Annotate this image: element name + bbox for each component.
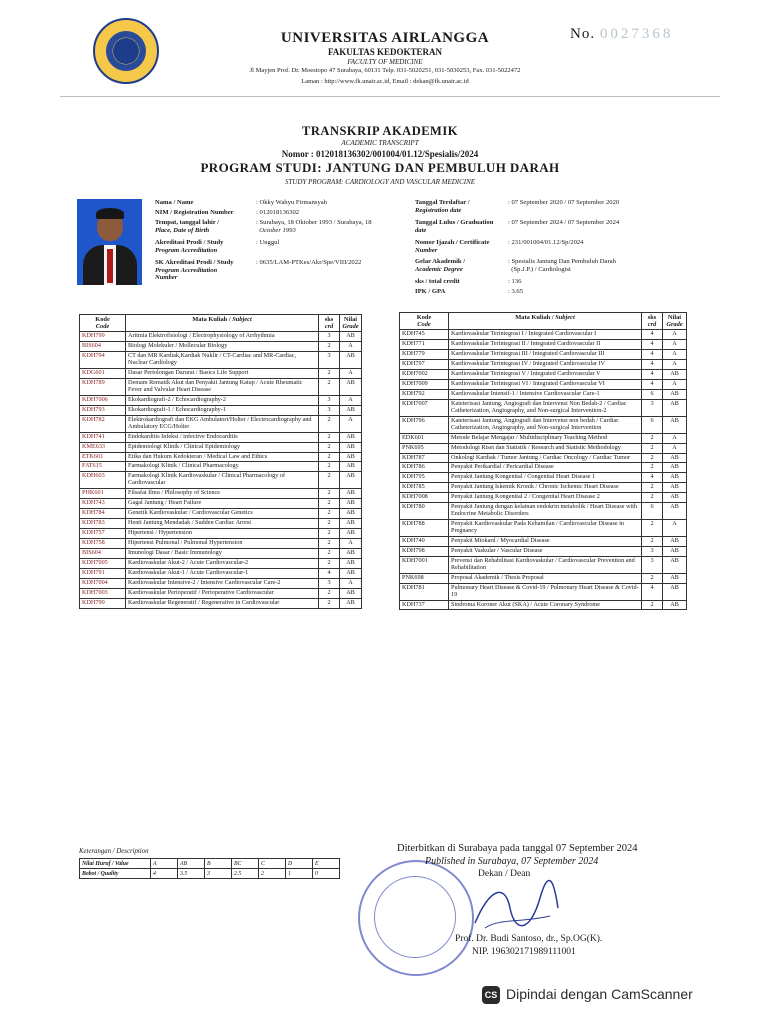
course-subject: Aritmia Elektrofisiologi / Electrophysiology of Arrhythmia: [126, 332, 319, 342]
university-name: UNIVERSITAS AIRLANGGA: [280, 30, 490, 46]
course-sks: 2: [642, 463, 663, 473]
legend-cell: 3: [205, 869, 232, 879]
doc-title-en: ACADEMIC TRANSCRIPT: [341, 139, 419, 147]
course-sks: 2: [319, 538, 340, 548]
course-code: KDH791: [80, 568, 126, 578]
table-row: [80, 598, 362, 608]
course-subject: Pulmonary Heart Disease & Covid-19 / Pulmonary Heart Disease & Covid-19: [449, 583, 642, 600]
table-row: [80, 379, 362, 396]
course-subject: Penyakit Perikardial / Pericardial Disease: [449, 463, 642, 473]
course-subject: Farmakologi Klinik / Clinical Pharmacology: [126, 462, 319, 472]
course-code: FAT615: [80, 462, 126, 472]
course-subject: Penyakit Jantung Kongenital / Congenital Heart Disease 1: [449, 473, 642, 483]
course-sks: 2: [642, 433, 663, 443]
legend-cell: A: [151, 859, 178, 869]
col-sks: sks crd: [642, 313, 663, 330]
legend-row-label: Nilai Huruf / Value: [80, 859, 151, 869]
course-sks: 6: [642, 503, 663, 520]
course-subject: Kardiovaskular Intensif-1 / Intensive Cardiovascular Care-1: [449, 389, 642, 399]
course-subject: Biologi Molekuler / Mollecular Biology: [126, 342, 319, 352]
course-code: KDH790: [80, 598, 126, 608]
course-subject: Metode Belajar Mengajar / Multidisciplinary Teaching Method: [449, 433, 642, 443]
course-subject: Kardiovaskular Akut-1 / Acute Cardiovascular-1: [126, 568, 319, 578]
course-subject: Penyakit Jantung Kongenital 2 / Congenital Heart Disease 2: [449, 493, 642, 503]
course-code: KDH771: [400, 340, 449, 350]
course-grade: AB: [663, 483, 687, 493]
table-row: [400, 473, 687, 483]
course-code: KDH786: [400, 463, 449, 473]
course-grade: AB: [663, 389, 687, 399]
table-row: [400, 453, 687, 463]
course-grade: AB: [663, 503, 687, 520]
course-subject: Kardiovaskular Terintegrasi I / Integrated Cardiovascular I: [449, 330, 642, 340]
course-sks: 2: [319, 462, 340, 472]
col-grade: Nilai Grade: [340, 315, 362, 332]
course-subject: Endokarditis Infeksi / infective Endocarditis: [126, 432, 319, 442]
camscanner-watermark: CS Dipindai dengan CamScanner: [482, 986, 693, 1004]
course-code: KDH7008: [400, 493, 449, 503]
course-grade: AB: [663, 546, 687, 556]
course-code: KDH7009: [400, 380, 449, 390]
course-grade: AB: [340, 405, 362, 415]
course-grade: AB: [340, 588, 362, 598]
course-grade: AB: [663, 573, 687, 583]
course-subject: Hipertensi Pulmonal / Pulmonal Hypertension: [126, 538, 319, 548]
table-row: [400, 416, 687, 433]
course-grade: AB: [663, 453, 687, 463]
course-grade: AB: [663, 600, 687, 610]
course-grade: A: [663, 380, 687, 390]
table-row: [400, 503, 687, 520]
course-subject: Demam Rematik Akut dan Penyakit Jantung Katup / Acute Rheumatic Fever and Valvular Heart Disease: [126, 379, 319, 396]
table-row: [400, 330, 687, 340]
legend-cell: B: [205, 859, 232, 869]
course-subject: Kardiovaskular Terintegrasi V / Integrated Cardiovascular V: [449, 370, 642, 380]
course-code: KDH789: [80, 379, 126, 396]
course-sks: 2: [642, 600, 663, 610]
table-row: [400, 389, 687, 399]
col-kode: Kode Code: [80, 315, 126, 332]
course-grade: A: [340, 395, 362, 405]
table-row: [80, 588, 362, 598]
course-table-left: [79, 314, 362, 609]
table-row: [400, 370, 687, 380]
table-row: [400, 520, 687, 537]
course-grade: AB: [340, 432, 362, 442]
col-grade: Nilai Grade: [663, 313, 687, 330]
table-row: [80, 578, 362, 588]
course-sks: 2: [642, 536, 663, 546]
course-sks: 2: [642, 520, 663, 537]
official-stamp: [358, 860, 474, 976]
table-row: [80, 415, 362, 432]
course-grade: A: [663, 443, 687, 453]
course-code: KDH799: [80, 332, 126, 342]
course-grade: AB: [340, 472, 362, 489]
course-subject: Kardiovaskular Akut-2 / Acute Cardiovascular-2: [126, 558, 319, 568]
course-sks: 4: [642, 340, 663, 350]
course-sks: 2: [319, 432, 340, 442]
legend-cell: 2.5: [232, 869, 259, 879]
course-grade: AB: [340, 489, 362, 499]
course-grade: AB: [340, 452, 362, 462]
course-subject: Kardiovaskular Terintegrasi VI / Integrated Cardiovascular VI: [449, 380, 642, 390]
course-code: KDH743: [80, 499, 126, 509]
table-row: [400, 573, 687, 583]
course-sks: 6: [642, 416, 663, 433]
course-grade: A: [663, 360, 687, 370]
course-sks: 3: [642, 556, 663, 573]
legend-cell: 0: [313, 869, 340, 879]
course-sks: 4: [642, 473, 663, 483]
course-subject: CT dan MR Kardiak,Kardiak Nuklir / CT-Cardiac and MR-Cardiac, Nuclear Cardiology: [126, 352, 319, 369]
course-sks: 4: [642, 583, 663, 600]
course-subject: Kardiovaskular Terintegrasi IV / Integrated Cardiovascular IV: [449, 360, 642, 370]
header-divider: [60, 96, 720, 97]
course-sks: 3: [642, 399, 663, 416]
course-code: ETK601: [80, 452, 126, 462]
table-row: [80, 499, 362, 509]
course-grade: A: [663, 340, 687, 350]
course-code: KDH603: [80, 472, 126, 489]
table-row: [80, 538, 362, 548]
course-code: PNK698: [400, 573, 449, 583]
course-code: PHK601: [80, 489, 126, 499]
table-row: [400, 546, 687, 556]
table-row: [80, 472, 362, 489]
course-code: KDH737: [400, 600, 449, 610]
course-grade: AB: [663, 583, 687, 600]
course-subject: Penyakit Jantung dengan kelainan endokrin metabolik / Heart Disease with Endocrine Metabolic Disorders: [449, 503, 642, 520]
course-grade: A: [340, 538, 362, 548]
course-grade: AB: [340, 598, 362, 608]
course-code: KDH781: [400, 583, 449, 600]
table-row: [400, 350, 687, 360]
course-subject: Gagal Jantung / Heart Failure: [126, 499, 319, 509]
table-row: [80, 462, 362, 472]
course-subject: Kardiovaskular Regeneratif / Regenerative in Cardiovascular: [126, 598, 319, 608]
legend-cell: AB: [178, 859, 205, 869]
course-sks: 4: [642, 350, 663, 360]
course-code: KDH7004: [80, 578, 126, 588]
course-sks: 2: [319, 509, 340, 519]
course-sks: 3: [319, 332, 340, 342]
legend-cell: C: [259, 859, 286, 869]
col-kode: Kode Code: [400, 313, 449, 330]
course-table-right: [399, 312, 687, 610]
legend-cell: E: [313, 859, 340, 869]
course-subject: Farmakologi Klinik Kardiovaskular / Clinical Pharmacology of Cardiovascular: [126, 472, 319, 489]
table-row: [80, 489, 362, 499]
table-row: [400, 493, 687, 503]
course-subject: Imunologi Dasar / Basic Immunology: [126, 548, 319, 558]
table-row: [80, 369, 362, 379]
course-code: KDH793: [80, 405, 126, 415]
course-subject: Prevensi dan Rehabilitasi Kardiovaskular / Cardiovascular Prevention and Rehabilitation: [449, 556, 642, 573]
legend-cell: BC: [232, 859, 259, 869]
course-code: BIS604: [80, 548, 126, 558]
course-subject: Hipertensi / Hypertension: [126, 529, 319, 539]
legend-cell: 1: [286, 869, 313, 879]
table-row: [80, 529, 362, 539]
course-code: KDH740: [400, 536, 449, 546]
course-sks: 2: [642, 493, 663, 503]
table-row: [400, 380, 687, 390]
course-code: KDH757: [80, 529, 126, 539]
table-row: [80, 332, 362, 342]
col-subject: Mata Kuliah / Subject: [449, 313, 642, 330]
legend-title: Keterangan / Description: [79, 848, 149, 855]
course-grade: AB: [340, 509, 362, 519]
course-sks: 2: [319, 452, 340, 462]
course-code: KDH782: [80, 415, 126, 432]
table-row: [80, 352, 362, 369]
course-sks: 3: [319, 578, 340, 588]
course-sks: 2: [319, 598, 340, 608]
course-code: KDH794: [80, 352, 126, 369]
table-row: [400, 536, 687, 546]
course-subject: Penyakit Vaskular / Vascular Disease: [449, 546, 642, 556]
course-code: KDG601: [80, 369, 126, 379]
course-code: KDH758: [80, 538, 126, 548]
course-grade: AB: [663, 463, 687, 473]
course-code: KDH741: [80, 432, 126, 442]
issued-text: Diterbitkan di Surabaya pada tanggal 07 September 2024: [397, 843, 638, 854]
course-sks: 2: [319, 442, 340, 452]
course-subject: Ekokardiografi-1 / Echocardiography-1: [126, 405, 319, 415]
course-grade: AB: [663, 556, 687, 573]
table-row: [80, 395, 362, 405]
course-grade: AB: [663, 473, 687, 483]
course-sks: 2: [319, 558, 340, 568]
course-sks: 2: [319, 499, 340, 509]
table-row: [80, 568, 362, 578]
col-sks: sks crd: [319, 315, 340, 332]
table-row: [400, 443, 687, 453]
course-code: KDH792: [400, 389, 449, 399]
issued-text-en: Published in Surabaya, 07 September 2024: [425, 856, 599, 867]
course-sks: 3: [319, 352, 340, 369]
course-code: KDH780: [400, 503, 449, 520]
course-grade: A: [663, 350, 687, 360]
course-grade: AB: [663, 536, 687, 546]
course-grade: AB: [340, 352, 362, 369]
course-sks: 2: [319, 379, 340, 396]
legend-cell: 2: [259, 869, 286, 879]
course-subject: Kateterisasi Jantung, Angiografi dan Intervensi non bedah / Cardiac Catheterization, Angiography, and Non-surgical Intervention: [449, 416, 642, 433]
course-code: KME633: [80, 442, 126, 452]
course-subject: Proposal Akademik / Thesis Proposal: [449, 573, 642, 583]
table-row: [400, 583, 687, 600]
table-row: [80, 519, 362, 529]
course-subject: Epidemiologi Klinik / Clinical Epidemiology: [126, 442, 319, 452]
course-code: KDH7003: [80, 588, 126, 598]
course-grade: A: [340, 369, 362, 379]
legend-cell: D: [286, 859, 313, 869]
faculty-address: Jl Mayjen Prof. Dr. Moestopo 47 Surabaya, 60131 Telp. 031-5020251, 031-5030253, Fax. 031-5022472: [249, 67, 521, 74]
table-row: [80, 558, 362, 568]
course-grade: AB: [663, 370, 687, 380]
doc-title: TRANSKRIP AKADEMIK: [302, 124, 458, 138]
course-code: KDH784: [80, 509, 126, 519]
course-subject: Henti Jantung Mendadak / Sudden Cardiac Arrest: [126, 519, 319, 529]
course-code: EDK601: [400, 433, 449, 443]
course-grade: AB: [340, 529, 362, 539]
legend-row-label: Bobot / Quality: [80, 869, 151, 879]
table-row: [400, 556, 687, 573]
course-code: KDH7002: [400, 370, 449, 380]
course-sks: 4: [319, 568, 340, 578]
legend-table: [79, 858, 340, 879]
course-grade: AB: [663, 416, 687, 433]
program-title: PROGRAM STUDI: JANTUNG DAN PEMBULUH DARAH: [200, 160, 560, 175]
course-code: KDH779: [400, 350, 449, 360]
table-row: [400, 483, 687, 493]
course-sks: 3: [319, 405, 340, 415]
table-row: [400, 600, 687, 610]
university-logo: [93, 18, 159, 84]
table-row: [80, 442, 362, 452]
student-photo: [77, 199, 142, 285]
course-sks: 2: [319, 342, 340, 352]
table-row: [80, 452, 362, 462]
table-row: [80, 405, 362, 415]
course-grade: A: [340, 578, 362, 588]
table-row: [80, 342, 362, 352]
course-sks: 4: [642, 380, 663, 390]
dean-title: Dekan / Dean: [478, 869, 531, 879]
table-row: [80, 509, 362, 519]
course-code: KDH7007: [400, 399, 449, 416]
faculty-name-en: FACULTY OF MEDICINE: [347, 58, 423, 66]
program-title-en: STUDY PROGRAM: CARDIOLOGY AND VASCULAR MEDICINE: [284, 178, 476, 186]
course-grade: AB: [340, 462, 362, 472]
course-subject: Dasar Pertolongan Darurat / Basics Life Support: [126, 369, 319, 379]
course-subject: Penyakit Jantung Iskemik Kronik / Chronic Ischemic Heart Disease: [449, 483, 642, 493]
course-subject: Onkologi Kardiak / Tumor Jantung / Cardiac Oncology / Cardiac Tumor: [449, 453, 642, 463]
course-sks: 2: [319, 588, 340, 598]
course-sks: 2: [319, 369, 340, 379]
course-code: KDH7006: [80, 395, 126, 405]
course-grade: A: [340, 342, 362, 352]
course-code: KDH795: [400, 473, 449, 483]
signature-mark: [470, 878, 560, 938]
course-sks: 4: [642, 360, 663, 370]
course-code: KDH797: [400, 360, 449, 370]
course-sks: 2: [319, 489, 340, 499]
course-grade: AB: [340, 548, 362, 558]
course-sks: 4: [642, 370, 663, 380]
course-subject: Kardiovaskular Terintegrasi II / Integrated Cardiovascular II: [449, 340, 642, 350]
course-sks: 4: [642, 330, 663, 340]
course-sks: 2: [642, 443, 663, 453]
course-sks: 3: [642, 546, 663, 556]
course-code: PNK695: [400, 443, 449, 453]
table-row: [80, 432, 362, 442]
legend-cell: 4: [151, 869, 178, 879]
course-code: KDH783: [80, 519, 126, 529]
legend-cell: 3.5: [178, 869, 205, 879]
course-sks: 3: [319, 395, 340, 405]
course-grade: AB: [340, 499, 362, 509]
course-code: KDH7005: [80, 558, 126, 568]
table-row: [400, 463, 687, 473]
course-code: KDH787: [400, 453, 449, 463]
course-subject: Kateterisasi Jantung, Angiografi dan Intervensi Non Bedah-2 / Cardiac Catheterization, Angiography, and Non-surgical Intervention-2: [449, 399, 642, 416]
camscanner-icon: CS: [482, 986, 500, 1004]
course-grade: AB: [340, 568, 362, 578]
course-grade: A: [663, 520, 687, 537]
course-grade: AB: [340, 519, 362, 529]
col-subject: Mata Kuliah / Subject: [126, 315, 319, 332]
course-subject: Etika dan Hukum Kedokteran / Medical Law and Ethics: [126, 452, 319, 462]
course-subject: Ekokardiografi-2 / Echocardiography-2: [126, 395, 319, 405]
table-row: [80, 548, 362, 558]
course-sks: 2: [642, 483, 663, 493]
table-row: [400, 360, 687, 370]
course-sks: 2: [319, 529, 340, 539]
course-grade: AB: [663, 399, 687, 416]
course-code: KDH788: [400, 520, 449, 537]
course-grade: AB: [340, 442, 362, 452]
course-subject: Elektrokardiografi dan EKG Ambulatori/Holter / Electrocardiography and Ambulatory ECG/Holter: [126, 415, 319, 432]
course-sks: 2: [319, 519, 340, 529]
course-sks: 2: [642, 573, 663, 583]
course-code: KDH798: [400, 546, 449, 556]
course-subject: Metodologi Riset dan Statistik / Research and Statistic Methodology: [449, 443, 642, 453]
course-subject: Penyakit Kardiovaskular Pada Kehamilan / Cardiovascular Disease in Pregnancy: [449, 520, 642, 537]
course-sks: 2: [642, 453, 663, 463]
course-grade: A: [663, 433, 687, 443]
course-grade: A: [340, 415, 362, 432]
course-subject: Kardiovaskular Intensive-2 / Intensive Cardiovascular Care-2: [126, 578, 319, 588]
course-subject: Filsafat Ilmu / Philosophy of Science: [126, 489, 319, 499]
course-sks: 6: [642, 389, 663, 399]
table-row: [400, 340, 687, 350]
doc-nomor: Nomor : 012018136302/001004/01.12/Spesialis/2024: [281, 149, 479, 159]
course-sks: 2: [319, 415, 340, 432]
course-subject: Kardiovaskular Perioperatif / Perioperative Cardiovascular: [126, 588, 319, 598]
course-code: KDH785: [400, 483, 449, 493]
dean-nip: NIP. 196302171989111001: [472, 947, 576, 957]
course-grade: AB: [340, 379, 362, 396]
course-subject: Penyakit Miokard / Myocardial Disease: [449, 536, 642, 546]
course-grade: AB: [340, 332, 362, 342]
dean-name: Prof. Dr. Budi Santoso, dr., Sp.OG(K).: [455, 934, 603, 944]
document-number: No. 0027368: [570, 26, 674, 42]
course-code: KDH745: [400, 330, 449, 340]
faculty-web: Laman : http://www.fk.unair.ac.id, Email : dekan@fk.unair.ac.id: [301, 78, 469, 85]
course-grade: AB: [663, 493, 687, 503]
table-row: [400, 433, 687, 443]
course-code: KDH796: [400, 416, 449, 433]
course-sks: 2: [319, 548, 340, 558]
course-grade: A: [663, 330, 687, 340]
table-row: [400, 399, 687, 416]
course-subject: Sindroma Koroner Akut (SKA) / Acute Coronary Syndrome: [449, 600, 642, 610]
course-sks: 2: [319, 472, 340, 489]
course-code: KDH7001: [400, 556, 449, 573]
course-code: BIS604: [80, 342, 126, 352]
faculty-name: FAKULTAS KEDOKTERAN: [327, 47, 443, 57]
course-subject: Kardiovaskular Terintegrasi III / Integrated Cardiovascular III: [449, 350, 642, 360]
course-grade: AB: [340, 558, 362, 568]
course-subject: Genetik Kardiovaskular / Cardiovascular Genetics: [126, 509, 319, 519]
